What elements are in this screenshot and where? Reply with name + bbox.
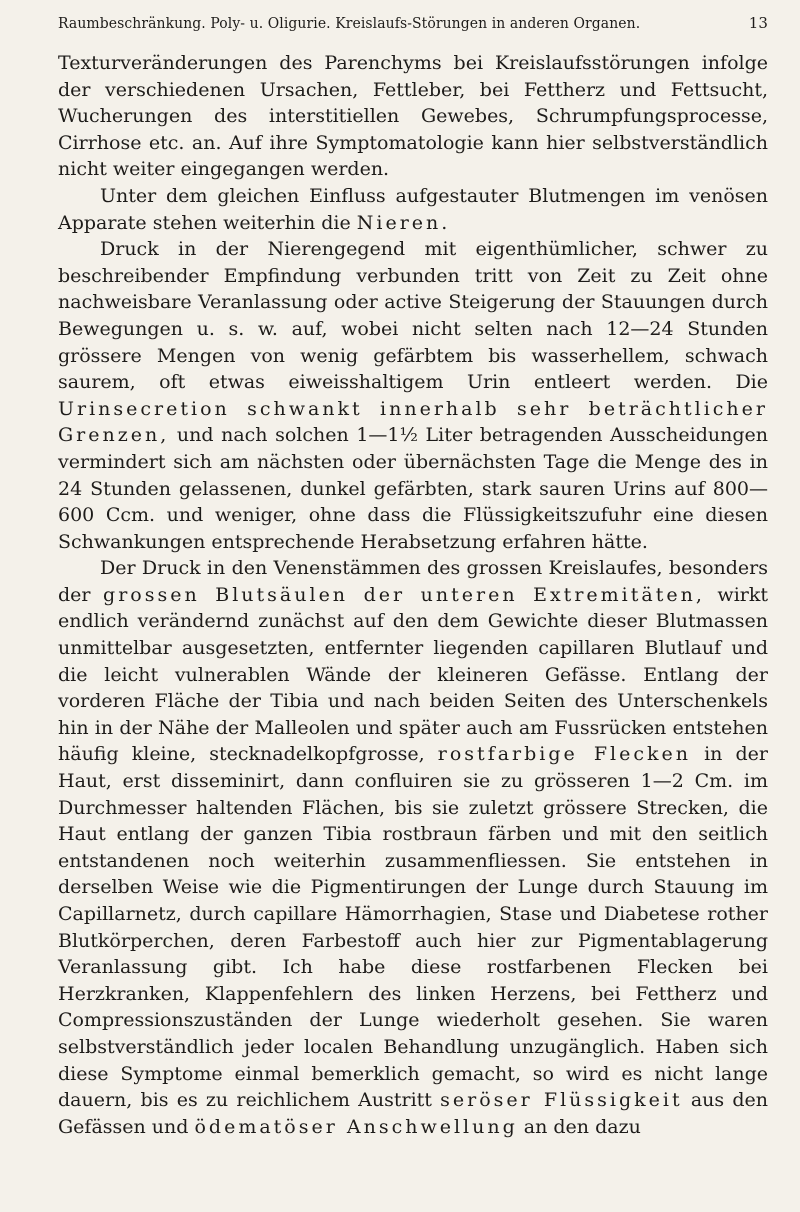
emphasis-spaced: rostfarbige Flecken [437,743,692,766]
emphasis-spaced: grossen Blutsäulen der unteren Extremitäten, [103,583,705,606]
paragraph-text: wirkt endlich verändernd zunächst auf den dem Gewichte dieser Blutmassen unmittelbar ausgesetzten, entfernter liegenden capillaren Blutlauf und die leicht vulnerablen Wände der kleineren Gefässe. Entlang der vorderen Fläche der Tibia und nach beiden Seiten des Unterschenkels hin in der Nähe der Malleolen und später auch am Fussrücken entstehen häufig kleine, stecknadelkopfgrosse, [58,583,768,766]
running-title: Raumbeschränkung. Poly- u. Oligurie. Kreislaufs-Störungen in anderen Organen. [58,14,641,32]
running-header [58,14,768,32]
paragraph-text: Druck in der Nierengegend mit eigenthümlicher, schwer zu beschreibender Empfindung verbunden tritt von Zeit zu Zeit ohne nachweisbare Veranlassung oder active Steigerung der Stauungen durch Bewegungen u. s. w. auf, wobei nicht selten nach 12—24 Stunden grössere Mengen von wenig gefärbtem bis wasserhellem, schwach saurem, oft etwas eiweisshaltigem Urin entleert werden. Die [58,238,768,394]
paragraph-text: Texturveränderungen des Parenchyms bei Kreislaufsstörungen infolge der verschiedenen Ursachen, Fettleber, bei Fettherz und Fettsucht, Wucherungen des interstitiellen Gewebes, Schrumpfungsprocesse, Cirrhose etc. an. Auf ihre Symptomatologie kann hier selbstverständlich nicht weiter eingegangen werden. [58,52,768,181]
emphasis-spaced: Urinsecretion schwankt innerhalb sehr beträchtlicher Grenzen, [58,397,768,447]
page-number: 13 [748,14,768,32]
paragraph-text: aus den Gefässen und [58,1089,769,1138]
body-text [58,50,768,1140]
paragraph-1 [58,50,768,183]
paragraph-text: in der Haut, erst disseminirt, dann confluiren sie zu grösseren 1—2 Cm. im Durchmesser haltenden Flächen, bis sie zuletzt grössere Strecken, die Haut entlang der ganzen Tibia rostbraun färben und mit den seitlich entstandenen noch weiterhin zusammenfliessen. Sie entstehen in derselben Weise wie die Pigmentirungen der Lunge durch Stauung im Capillarnetz, durch capillare Hämorrhagien, Stase und Diabetese rother Blutkörperchen, deren Farbestoff auch hier zur Pigmentablagerung Veranlassung gibt. Ich habe diese rostfarbenen Flecken bei Herzkranken, Klappenfehlern des linken Herzens, bei Fettherz und Compressionszuständen der Lunge wiederholt gesehen. Sie waren selbstverständlich jeder localen Behandlung unzugänglich. Haben sich diese Symptome einmal bemerklich gemacht, so wird es nicht lange dauern, bis es zu reichlichem Austritt [58,743,768,1112]
paragraph-text: und nach solchen 1—1½ Liter betragenden Ausscheidungen vermindert sich am nächsten oder übernächsten Tage die Menge des in 24 Stunden gelassenen, dunkel gefärbten, stark sauren Urins auf 800—600 Ccm. und weniger, ohne dass die Flüssigkeitszufuhr eine diesen Schwankungen entsprechende Herabsetzung erfahren hätte. [58,424,768,553]
paragraph-3 [58,236,768,555]
emphasis-spaced: ödematöser Anschwellung [194,1115,518,1138]
paragraph-4 [58,555,768,1140]
emphasis-spaced: Nieren. [356,211,451,234]
paragraph-text: an den dazu [517,1115,641,1138]
paragraph-text: Der Druck in den Venenstämmen des grossen Kreislaufes, besonders der [58,557,768,606]
paragraph-text: Unter dem gleichen Einfluss aufgestauter Blutmengen im venösen Apparate stehen weiterhin die [58,184,768,234]
paragraph-2 [58,183,768,236]
emphasis-spaced: seröser Flüssigkeit [440,1089,683,1112]
